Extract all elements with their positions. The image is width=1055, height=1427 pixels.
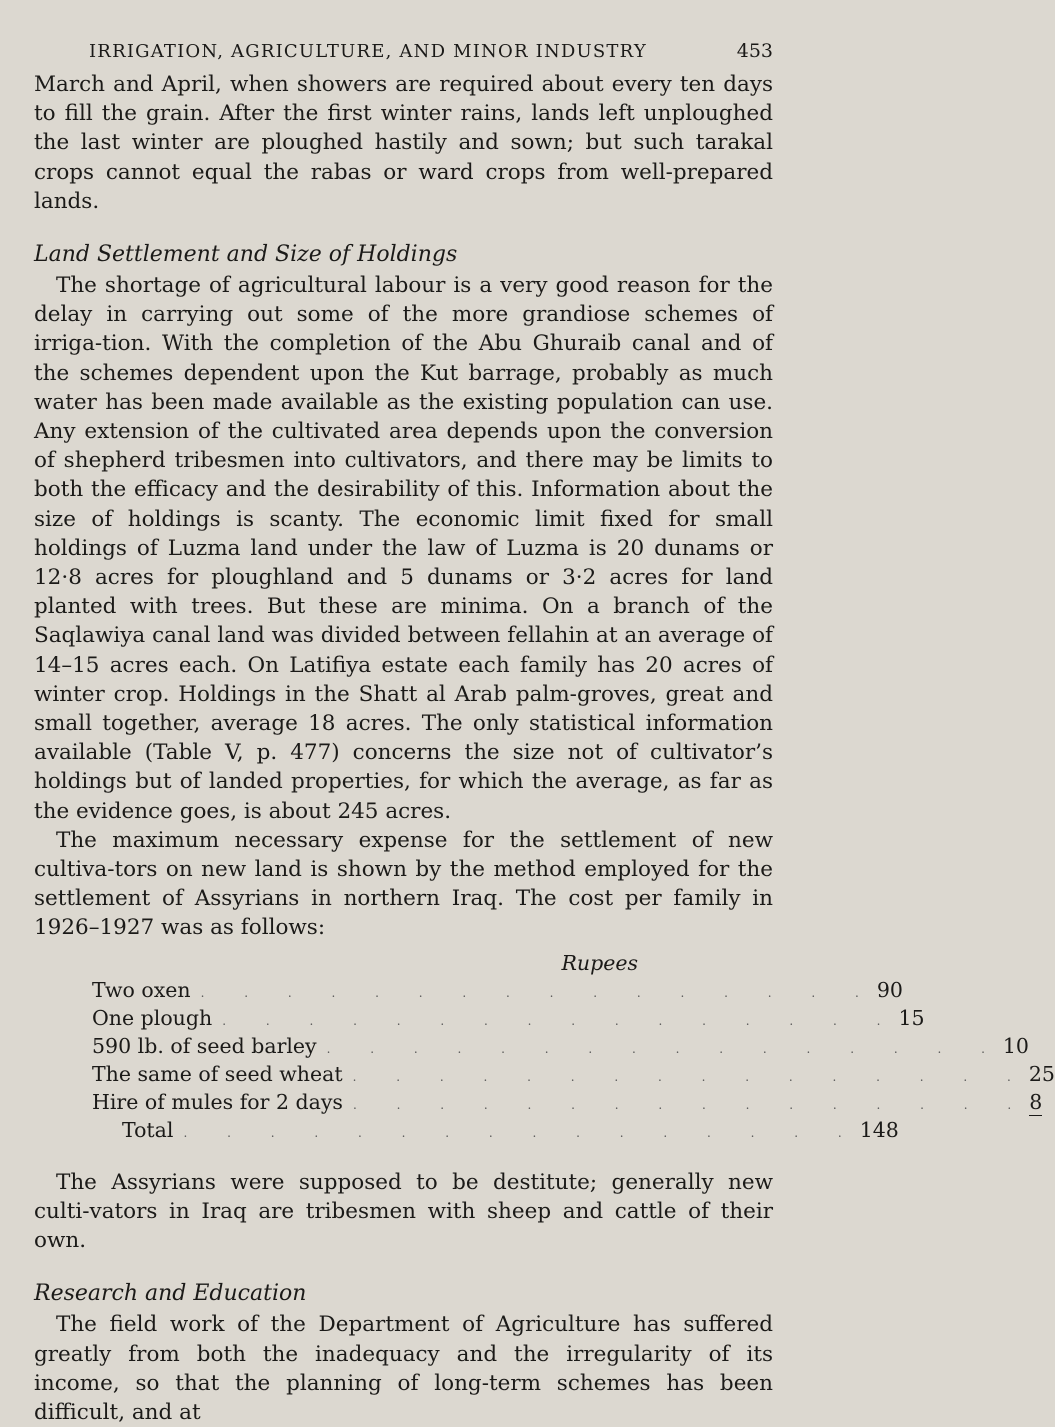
row-amount: 8 [1029, 1089, 1043, 1114]
land-settlement-paragraph-1: The shortage of agricultural labour is a very good reason for the delay in carrying out some of the more grandiose schemes of irriga-tion. With the completion of the Abu Ghuraib canal and of the schemes dependent upon the Kut barrage, probably as much water has been made available as the existing population can use. Any extension of the cultivated area depends upon the conversion of shepherd tribesmen into cultivators, and there may be limits to both the efficacy and the desirability of this. Information about the size of holdings is scanty. The economic limit fixed for small holdings of Luzma land under the law of Luzma is 20 dunams or 12·8 acres for ploughland and 5 dunams or 3·2 acres for land planted with trees. But these are minima. On a branch of the Saqlawiya canal land was divided between fellahin at an average of 14–15 acres each. On Latifiya estate each family has 20 acres of winter crop. Holdings in the Shatt al Arab palm-groves, great and small together, average 18 acres. The only statistical information available (Table V, p. 477) concerns the size not of cultivator’s holdings but of landed properties, for which the average, as far as the evidence goes, is about 245 acres. [34, 273, 773, 824]
total-amount: 148 [859, 1117, 899, 1142]
table-row [92, 1089, 1043, 1118]
assyrians-paragraph: The Assyrians were supposed to be destitute; generally new culti-vators in Iraq are tribesmen with sheep and cattle of their own. [34, 1169, 773, 1254]
row-amount: 10 [1002, 1033, 1029, 1058]
table-row [92, 1061, 1055, 1090]
research-paragraph-1: The field work of the Department of Agriculture has suffered greatly from both the inadequacy and the irregularity of its income, so that the planning of long-term schemes has been difficult, and at [34, 1312, 773, 1425]
leader-dots: . . . . . . . . . . . . . . . . [326, 1041, 1003, 1056]
table-row [92, 977, 903, 1006]
section-heading-research-education: Research and Education [34, 1281, 307, 1307]
row-amount: 15 [898, 1005, 925, 1030]
leader-dots: . . . . . . . . . . . . . . . . [200, 985, 877, 1000]
leader-dots: . . . . . . . . . . . . . . . . [352, 1097, 1030, 1112]
total-label: Total [122, 1117, 174, 1142]
row-item: Two oxen [92, 977, 191, 1002]
row-amount: 25 [1028, 1061, 1055, 1086]
row-amount: 90 [876, 977, 903, 1002]
leader-dots: . . . . . . . . . . . . . . . . [352, 1069, 1029, 1084]
leader-dots: . . . . . . . . . . . . . . . . [183, 1125, 860, 1140]
settlement-cost-table [92, 950, 1055, 1146]
section-heading-land-settlement: Land Settlement and Size of Holdings [34, 242, 458, 268]
intro-paragraph: March and April, when showers are required about every ten days to fill the grain. After the first winter rains, lands left unploughed the last winter are ploughed hastily and sown; but such tarakal crops cannot equal the rabas or ward crops from well-prepared lands. [34, 72, 773, 214]
table-total-row [92, 1117, 899, 1146]
leader-dots: . . . . . . . . . . . . . . . . [222, 1013, 899, 1028]
land-settlement-paragraph-2: The maximum necessary expense for the settlement of new cultiva-tors on new land is shown by the method employed for the settlement of Assyrians in northern Iraq. The cost per family in 1926–1927 was as follows: [34, 827, 773, 941]
row-item: Hire of mules for 2 days [92, 1089, 343, 1114]
row-item: 590 lb. of seed barley [92, 1033, 317, 1058]
running-header [34, 40, 773, 62]
table-row [92, 1005, 925, 1034]
table-column-header: Rupees [561, 950, 638, 975]
row-item: One plough [92, 1005, 213, 1030]
table-row [92, 1033, 1029, 1062]
running-title: IRRIGATION, AGRICULTURE, AND MINOR INDUSTRY [89, 41, 647, 62]
page-number: 453 [736, 40, 773, 62]
row-item: The same of seed wheat [92, 1061, 343, 1086]
